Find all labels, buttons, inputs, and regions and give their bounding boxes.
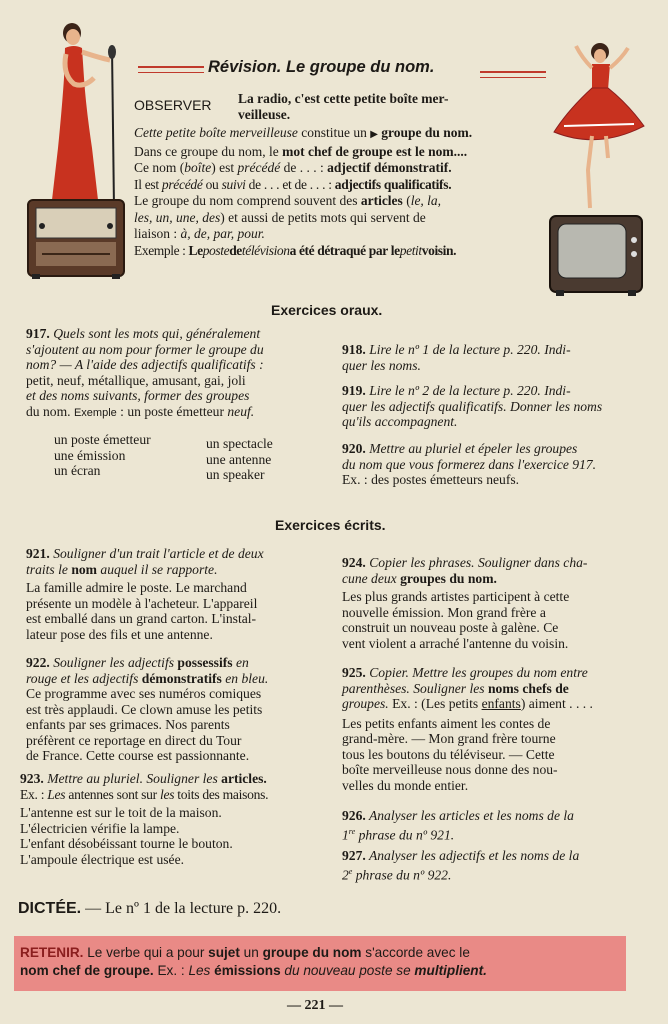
dancer-icon [554, 43, 644, 208]
word-list-right [206, 436, 273, 483]
exercise-924: 924. Copier les phrases. Souligner dans cha- cune deux groupes du nom. Les plus grands artistes participent à cette nouvelle émission. Mon grand frère a construit un nouveau poste à galène. Ce vent violent a arraché l'antenne du voisin. [342, 555, 588, 651]
observer-line2: veilleuse. [238, 107, 291, 122]
observer-example: Exemple : Lepostedetélévisiona été détraqué par lepetitvoisin. [134, 242, 457, 258]
exercise-926: 926. Analyser les articles et les noms de la 1re phrase du nº 921. [342, 808, 574, 843]
observer-s7: liaison : à, de, par, pour. [134, 226, 265, 241]
observer-s6: les, un, une, des) et aussi de petits mots qui servent de [134, 209, 426, 225]
list-item: une antenne [206, 451, 272, 467]
list-item: un poste émetteur [54, 432, 151, 447]
dancer-tv-illustration [548, 40, 648, 298]
exercise-918: 918. Lire le nº 1 de la lecture p. 220. Indi- quer les noms. [342, 342, 571, 373]
page-title: Révision. Le groupe du nom. [208, 58, 435, 76]
section-heading-oraux: Exercices oraux. [271, 302, 383, 318]
exercise-921: 921. Souligner d'un trait l'article et de deux traits le nom auquel il se rapporte. La famille admire le poste. Le marchand présente un modèle à l'acheteur. L'appareil est emballé dans un grand carton. L'instal- lateur pose des fils et une antenne. [26, 546, 264, 642]
observer-s2: Dans ce groupe du nom, le mot chef de groupe est le nom.... [134, 143, 468, 159]
observer-s3: Ce nom (boîte) est précédé de . . . : adjectif démonstratif. [134, 160, 452, 175]
page-number: — 221 — [287, 998, 343, 1013]
triangle-icon: ▶ [370, 129, 378, 140]
exercise-920: 920. Mettre au pluriel et épeler les groupes du nom que vous formerez dans l'exercice 917. Ex. : des postes émetteurs neufs. [342, 441, 597, 487]
exercise-925: 925. Copier. Mettre les groupes du nom entre parenthèses. Souligner les noms chefs de groupes. Ex. : (Les petits enfants) aiment . . . . Les petits enfants aiment les contes de grand-mère. — Mon grand frère tourne tous les boutons du téléviseur. — Cette boîte merveilleuse nous donne des nou- velles du monde entier. [342, 665, 593, 793]
observer-block [134, 91, 546, 259]
singer-radio-illustration [22, 18, 132, 280]
television-icon [550, 216, 642, 296]
observer-s1: Cette petite boîte merveilleuse constitue un ▶ groupe du nom. [134, 125, 473, 140]
observer-s5: Le groupe du nom comprend souvent des articles (le, la, [134, 193, 442, 208]
title-rule-left [138, 66, 204, 73]
exercise-923: 923. Mettre au pluriel. Souligner les articles. Ex. : Les antennes sont sur les toits des maisons. L'antenne est sur le toit de la maison. L'électricien vérifie la lampe. L'enfant désobéissant tourne le bouton. L'ampoule électrique est usée. [20, 771, 269, 867]
retenir-box: RETENIR. Le verbe qui a pour sujet un groupe du nom s'accorde avec le nom chef de groupe. Ex. : Les émissions du nouveau poste se multiplient. [14, 936, 626, 991]
exercise-927: 927. Analyser les adjectifs et les noms de la 2e phrase du nº 922. [342, 848, 580, 883]
singer-icon [52, 23, 116, 208]
observer-label: OBSERVER [134, 97, 212, 113]
observer-s4: Il est précédé ou suivi de . . . et de . . . : adjectifs qualificatifs. [134, 176, 452, 192]
word-list-left [54, 432, 151, 479]
exercise-922: 922. Souligner les adjectifs possessifs en rouge et les adjectifs démonstratifs en bleu. Ce programme avec ses numéros comiques est très applaudi. Ce clown amuse les petits enfants par ses grimaces. Nos parents préfèrent ce reportage en direct du Tour de France. Cette course est passionnante. [26, 655, 269, 763]
list-item: un speaker [206, 467, 265, 482]
radio-icon [28, 200, 124, 279]
section-heading-ecrits: Exercices écrits. [275, 517, 386, 533]
observer-line1: La radio, c'est cette petite boîte mer- [238, 91, 449, 106]
list-item: une émission [54, 447, 126, 463]
title-rule-right [480, 71, 546, 78]
list-item: un écran [54, 463, 101, 478]
list-item: un spectacle [206, 436, 273, 451]
exercise-919: 919. Lire le nº 2 de la lecture p. 220. Indi- quer les adjectifs qualificatifs. Donner les noms qu'ils accompagnent. [342, 383, 603, 429]
exercise-917: 917. Quels sont les mots qui, généralement s'ajoutent au nom pour former le groupe du nom? — A l'aide des adjectifs qualificatifs : petit, neuf, métallique, amusant, gai, joli et des noms suivants, former des groupes du nom. Exemple : un poste émetteur neuf. [26, 326, 264, 419]
dictee-line: DICTÉE. — Le nº 1 de la lecture p. 220. [18, 900, 282, 917]
